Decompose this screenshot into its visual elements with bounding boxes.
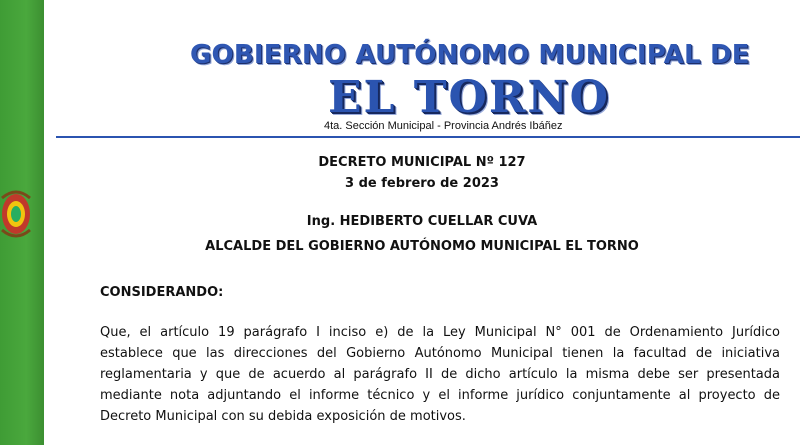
mayor-name: Ing. HEDIBERTO CUELLAR CUVA <box>306 214 538 229</box>
considering-paragraph <box>100 322 780 427</box>
coat-of-arms-icon <box>0 178 34 248</box>
header-divider <box>56 136 800 138</box>
decree-number: DECRETO MUNICIPAL Nº 127 <box>318 155 526 170</box>
mayor-office: ALCALDE DEL GOBIERNO AUTÓNOMO MUNICIPAL EL TORNO <box>205 239 639 254</box>
paragraph-line: mediante nota adjuntando el informe técnico y el informe jurídico conjuntamente al proyecto de <box>100 388 780 403</box>
considering-heading: CONSIDERANDO: <box>100 285 224 300</box>
municipality-name: EL TORNO <box>328 72 610 123</box>
paragraph-line: establece que las direcciones del Gobierno Autónomo Municipal tienen la facultad de iniciativa <box>100 346 780 361</box>
decree-date: 3 de febrero de 2023 <box>345 176 499 191</box>
paragraph-line: reglamentaria y que de acuerdo al parágrafo II de dicho artículo la misma debe ser presentada <box>100 367 780 382</box>
paragraph-line: Que, el artículo 19 parágrafo I inciso e) de la Ley Municipal N° 001 de Ordenamiento Jurídico <box>100 325 780 340</box>
paragraph-line: Decreto Municipal con su debida exposición de motivos. <box>100 409 466 424</box>
header-subtitle: 4ta. Sección Municipal - Provincia Andrés Ibáñez <box>324 120 563 132</box>
header-title: GOBIERNO AUTÓNOMO MUNICIPAL DE <box>190 40 750 70</box>
